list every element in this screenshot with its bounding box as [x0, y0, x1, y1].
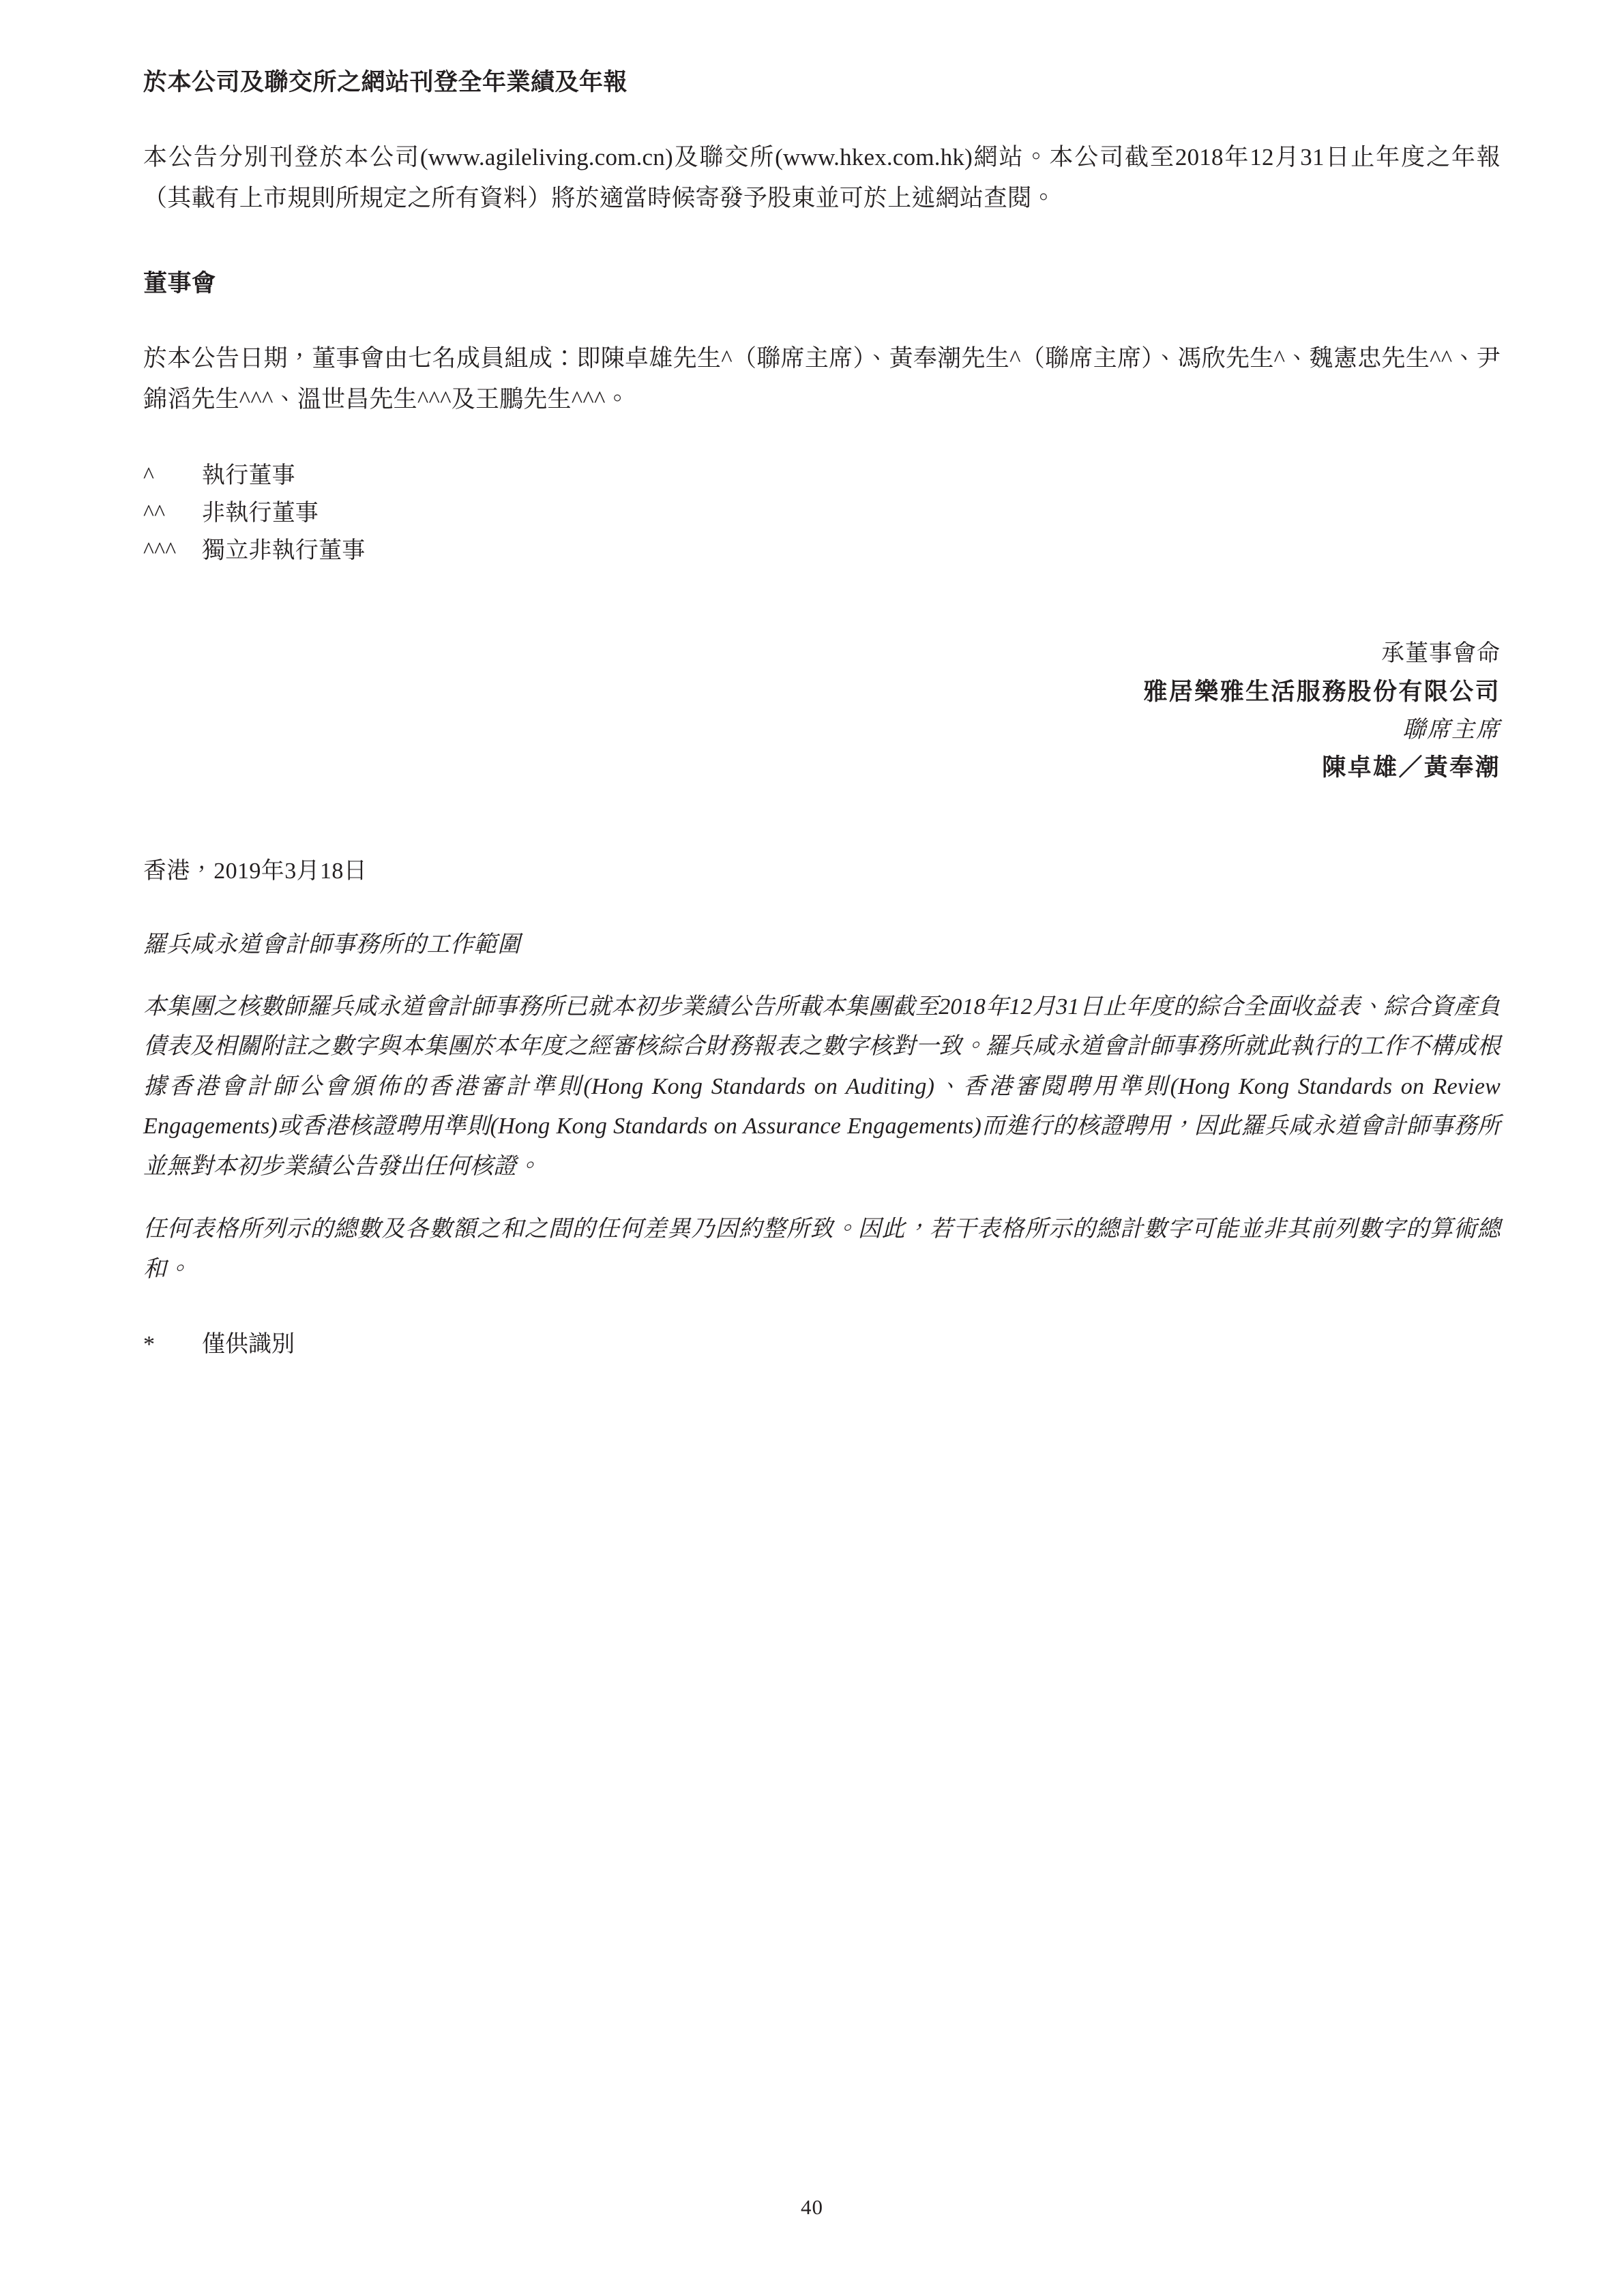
spacer [143, 301, 1501, 338]
list-item [143, 494, 1501, 532]
spacer [143, 964, 1501, 987]
spacer [143, 1187, 1501, 1210]
signature-names: 陳卓雄／黃奉潮 [1322, 754, 1501, 781]
page-number: 40 [801, 2195, 823, 2219]
identification-note-text: 僅供識別 [202, 1332, 295, 1358]
note-mark: ^^^ [143, 538, 177, 564]
paragraph-board-composition: 於本公告日期，董事會由七名成員組成：即陳卓雄先生^（聯席主席）、黃奉潮先生^（聯席主席）、馮欣先生^、魏憲忠先生^^、尹錦滔先生^^^、溫世昌先生^^^及王鵬先生^^^。 [143, 344, 1501, 413]
spacer [143, 569, 1501, 635]
note-text: 非執行董事 [202, 501, 319, 526]
asterisk-mark: * [143, 1332, 155, 1358]
spacer [143, 100, 1501, 137]
spacer [143, 788, 1501, 853]
note-mark: ^^ [143, 501, 166, 526]
spacer [143, 890, 1501, 927]
signature-by-order: 承董事會命 [1381, 641, 1501, 667]
list-item [143, 532, 1501, 569]
spacer [143, 420, 1501, 457]
note-text: 執行董事 [202, 463, 295, 489]
list-item [143, 457, 1501, 494]
signature-company-name: 雅居樂雅生活服務股份有限公司 [1143, 678, 1501, 705]
paragraph-website-publication: 本公告分別刊登於本公司(www.agileliving.com.cn)及聯交所(www.hkex.com.hk)網站。本公司截至2018年12月31日止年度之年報（其載有上市規則所規定之所有資料）將於適當時候寄發予股東並可於上述網站查閱。 [143, 143, 1501, 211]
note-text: 獨立非執行董事 [202, 538, 366, 564]
paragraph-auditor-scope: 本集團之核數師羅兵咸永道會計師事務所已就本初步業績公告所載本集團截至2018年12月31日止年度的綜合全面收益表、綜合資產負債表及相關附註之數字與本集團於本年度之經審核綜合財務報表之數字核對一致。羅兵咸永道會計師事務所就此執行的工作不構成根據香港會計師公會頒佈的香港審計準則(Hong Kong Standards on Auditing)、香港審閱聘用準則(Hong Kong Standards on Review Engagements)或香港核證聘用準則(Hong Kong Standards on Assurance Engagements)而進行的核證聘用，因此羅兵咸永道會計師事務所並無對本初步業績公告發出任何核證。 [143, 994, 1501, 1179]
paragraph-rounding-note: 任何表格所列示的總數及各數額之和之間的任何差異乃因約整所致。因此，若干表格所示的總計數字可能並非其前列數字的算術總和。 [143, 1217, 1501, 1282]
section-heading-board-of-directors: 董事會 [143, 270, 216, 297]
spacer [143, 1289, 1501, 1326]
place-and-date: 香港，2019年3月18日 [143, 859, 368, 884]
signature-title: 聯席主席 [1402, 717, 1501, 743]
director-notes-list [143, 457, 1501, 569]
signature-block [143, 635, 1501, 788]
heading-auditor-scope: 羅兵咸永道會計師事務所的工作範圍 [143, 932, 521, 958]
spacer [143, 219, 1501, 267]
page-content [143, 65, 1501, 1363]
identification-note [143, 1326, 1501, 1363]
note-mark: ^ [143, 463, 155, 489]
section-heading-website-publication: 於本公司及聯交所之網站刊登全年業績及年報 [143, 69, 628, 95]
